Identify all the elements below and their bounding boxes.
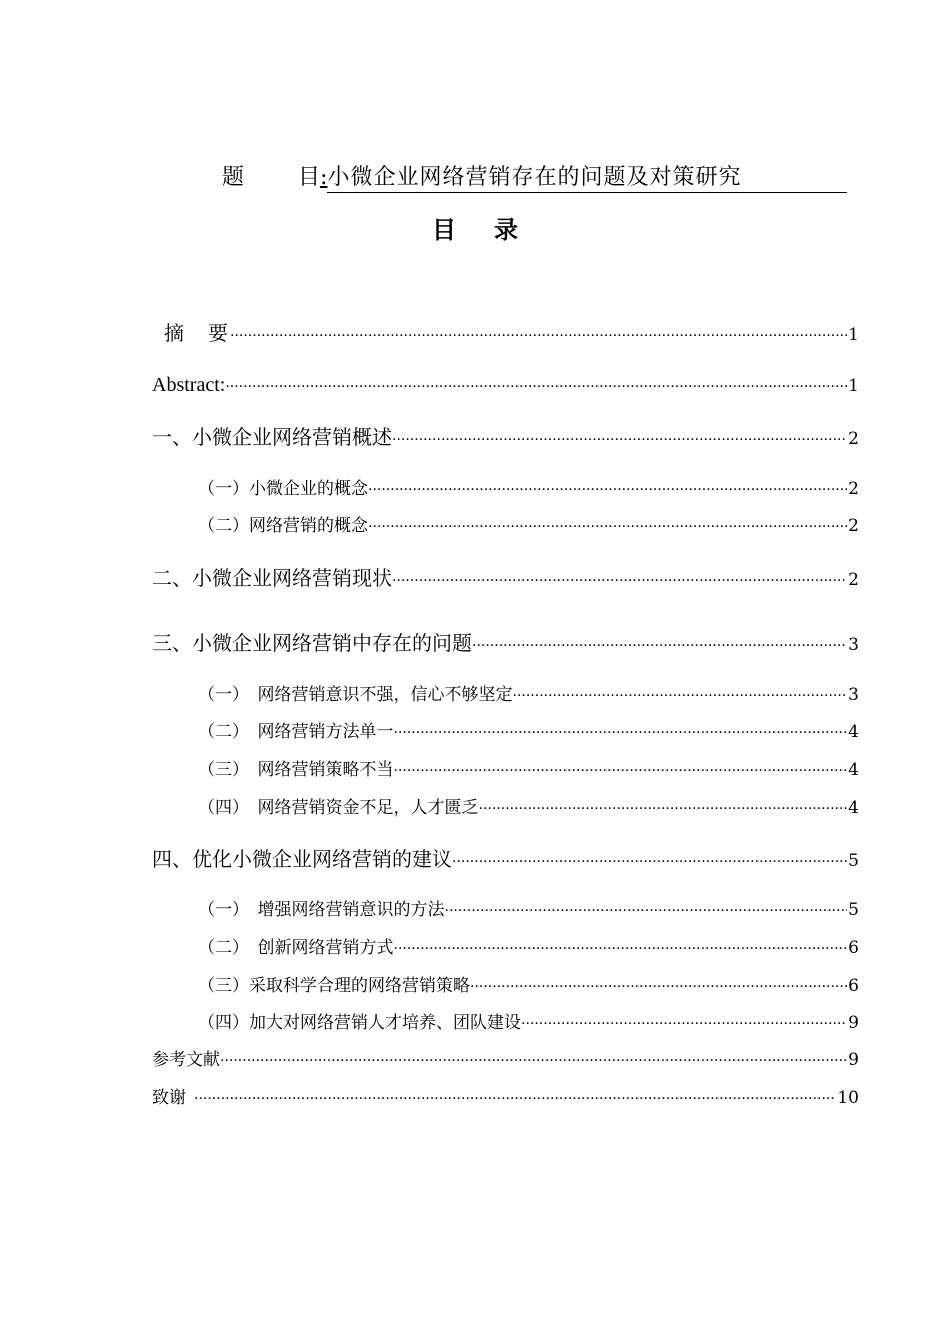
toc-entry-page: 2	[848, 570, 859, 590]
toc-entry-label: Abstract:	[152, 374, 226, 396]
title-label-left: 题	[222, 165, 245, 190]
toc-heading: 目录	[432, 216, 556, 244]
toc-leader-dots	[394, 936, 848, 961]
toc-entry-page: 9	[848, 1050, 859, 1070]
toc-leader-dots	[392, 425, 847, 452]
toc-entry-page: 10	[837, 1088, 859, 1108]
toc-entry-label: （四）加大对网络营销人才培养、团队建设	[198, 1013, 521, 1033]
toc-entry-3-1[interactable]	[198, 682, 859, 708]
toc-entry-label: 一、小微企业网络营销概述	[152, 425, 392, 449]
toc-leader-dots	[368, 477, 847, 502]
toc-leader-dots	[394, 720, 848, 745]
toc-entry-1-1[interactable]	[198, 476, 859, 502]
toc-leader-dots	[392, 566, 847, 593]
title-label-right: 目	[298, 165, 321, 190]
toc-entry-page: 6	[848, 938, 859, 958]
toc-entry-label: 四、优化小微企业网络营销的建议	[152, 847, 452, 871]
toc-leader-dots	[445, 898, 848, 923]
toc-entry-chapter-1[interactable]	[152, 422, 859, 452]
toc-entry-page: 6	[848, 976, 859, 996]
toc-leader-dots	[225, 372, 847, 400]
toc-entry-page: 3	[848, 685, 859, 705]
toc-leader-dots	[521, 1011, 847, 1036]
toc-entry-chapter-3[interactable]	[152, 628, 859, 658]
toc-entry-chapter-2[interactable]	[152, 563, 859, 593]
toc-entry-abstract-cn[interactable]	[152, 318, 859, 348]
toc-entry-page: 9	[848, 1013, 859, 1033]
toc-entry-page: 2	[848, 429, 859, 449]
toc-entry-acknowledgements[interactable]	[152, 1085, 859, 1111]
toc-entry-chapter-4[interactable]	[152, 844, 859, 874]
toc-entry-page: 2	[848, 516, 859, 536]
toc-entry-page: 3	[848, 635, 859, 655]
toc-entry-label: （三） 网络营销策略不当	[198, 760, 394, 780]
toc-entry-page: 1	[848, 325, 859, 345]
thesis-title: 小微企业网络营销存在的问题及对策研究	[327, 164, 847, 193]
toc-entry-label: 参考文献	[152, 1050, 220, 1070]
toc-leader-dots	[452, 847, 847, 874]
toc-entry-label: （二） 创新网络营销方式	[198, 938, 394, 958]
toc-leader-dots	[368, 514, 847, 539]
toc-entry-4-3[interactable]	[198, 973, 859, 999]
toc-entry-references[interactable]	[152, 1047, 859, 1073]
toc-entry-page: 5	[848, 851, 859, 871]
toc-entry-label: （四） 网络营销资金不足，人才匮乏	[198, 798, 479, 818]
toc-entry-label: （三）采取科学合理的网络营销策略	[198, 976, 470, 996]
toc-entry-label: （一）小微企业的概念	[198, 479, 368, 499]
toc-entry-label: （二） 网络营销方法单一	[198, 722, 394, 742]
toc-entry-label: （二）网络营销的概念	[198, 516, 368, 536]
toc-entry-label: 三、小微企业网络营销中存在的问题	[152, 631, 472, 655]
toc-entry-3-3[interactable]	[198, 757, 859, 783]
toc-entry-4-2[interactable]	[198, 935, 859, 961]
toc-entry-abstract-en[interactable]	[152, 370, 859, 400]
toc-entry-4-1[interactable]	[198, 897, 859, 923]
toc-entry-label: 摘 要	[164, 321, 230, 345]
toc-entry-label: （一） 增强网络营销意识的方法	[198, 900, 445, 920]
toc-leader-dots	[470, 974, 847, 999]
toc-entry-page: 1	[848, 376, 859, 396]
toc-entry-3-4[interactable]	[198, 795, 859, 821]
toc-entry-page: 5	[848, 900, 859, 920]
toc-leader-dots	[394, 758, 848, 783]
toc-entry-label: 二、小微企业网络营销现状	[152, 566, 392, 590]
title-colon: :	[320, 165, 328, 190]
toc-entry-1-2[interactable]	[198, 513, 859, 539]
toc-leader-dots	[194, 1086, 836, 1111]
toc-entry-page: 2	[848, 479, 859, 499]
toc-leader-dots	[472, 631, 847, 658]
toc-entry-label: （一） 网络营销意识不强，信心不够坚定	[198, 685, 513, 705]
toc-leader-dots	[220, 1048, 847, 1073]
toc-entry-3-2[interactable]	[198, 719, 859, 745]
toc-entry-page: 4	[848, 760, 859, 780]
toc-entry-label: 致谢	[152, 1088, 186, 1108]
toc-leader-dots	[479, 796, 848, 821]
toc-leader-dots	[230, 321, 847, 348]
toc-entry-page: 4	[848, 722, 859, 742]
toc-entry-4-4[interactable]	[198, 1010, 859, 1036]
toc-entry-page: 4	[848, 798, 859, 818]
toc-leader-dots	[513, 683, 848, 708]
